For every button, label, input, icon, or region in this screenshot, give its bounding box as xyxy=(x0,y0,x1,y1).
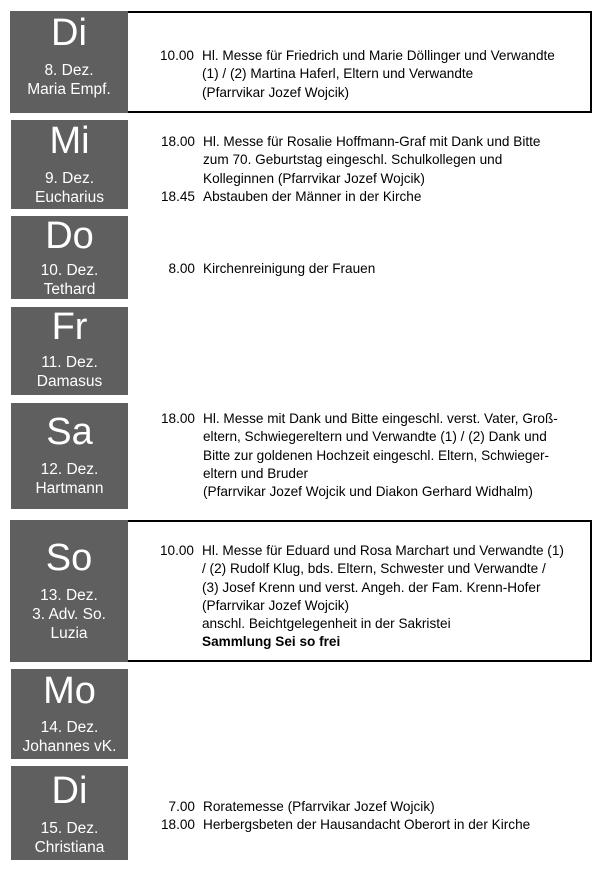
day-date: 14. Dez. xyxy=(40,719,99,736)
entry-line: Roratemesse (Pfarrvikar Jozef Wojcik) xyxy=(203,799,435,814)
day-saint: Hartmann xyxy=(35,480,104,497)
day-sunday-label: 3. Adv. So. xyxy=(32,606,106,623)
entry-line: Hl. Messe für Friedrich und Marie Döllinger und Verwandte xyxy=(202,48,555,63)
entry-line: (Pfarrvikar Jozef Wojcik und Diakon Gerhard Widhalm) xyxy=(203,484,533,500)
day-entries xyxy=(147,798,587,835)
day-tile xyxy=(11,766,128,860)
day-block-mi-9 xyxy=(11,120,591,209)
day-date: 8. Dez. xyxy=(44,62,94,79)
day-block-sa-12 xyxy=(11,403,591,509)
weekday-abbr: Fr xyxy=(51,306,88,348)
day-date: 15. Dez. xyxy=(40,820,99,837)
entry-line: / (2) Rudolf Klug, bds. Eltern, Schwester und Verwandte / xyxy=(202,561,546,577)
day-tile xyxy=(11,307,128,395)
entry-line: eltern und Bruder xyxy=(203,465,309,481)
entry-text xyxy=(203,410,587,501)
schedule-entry xyxy=(146,47,586,102)
day-saint: Tethard xyxy=(43,281,96,298)
entry-line: Abstauben der Männer in der Kirche xyxy=(203,188,422,204)
day-saint: Maria Empf. xyxy=(27,81,111,98)
day-block-fr-11 xyxy=(11,307,591,395)
schedule-entry xyxy=(147,188,587,206)
day-entries xyxy=(146,47,586,102)
entry-time: 18.00 xyxy=(160,817,195,833)
entry-text xyxy=(202,47,586,102)
day-date: 12. Dez. xyxy=(40,461,99,478)
day-date: 13. Dez. xyxy=(40,587,98,604)
day-entries xyxy=(147,260,587,278)
entry-line: (Pfarrvikar Jozef Wojcik) xyxy=(202,84,350,100)
schedule-entry xyxy=(146,542,586,652)
day-block-do-10 xyxy=(11,216,591,299)
entry-time: 10.00 xyxy=(159,543,194,558)
weekday-abbr: Sa xyxy=(46,411,93,453)
entry-text xyxy=(203,260,587,278)
day-saint: Johannes vK. xyxy=(22,738,117,755)
entry-line: Hl. Messe mit Dank und Bitte eingeschl. verst. Vater, Groß- xyxy=(203,411,558,426)
entry-line: (3) Josef Krenn und verst. Angeh. der Fam. Krenn-Hofer xyxy=(202,579,541,595)
day-tile xyxy=(11,669,128,759)
day-tile xyxy=(11,403,128,509)
day-saint: Eucharius xyxy=(35,189,104,206)
day-date: 10. Dez. xyxy=(40,262,99,279)
weekday-abbr: Di xyxy=(51,770,88,812)
entry-time: 18.00 xyxy=(160,411,195,426)
entry-line: eltern, Schwiegereltern und Verwandte (1) / (2) Dank und xyxy=(203,429,547,445)
schedule-entry xyxy=(147,260,587,278)
entry-text xyxy=(203,133,587,188)
day-tile xyxy=(10,520,128,662)
entry-time: 10.00 xyxy=(159,48,194,63)
schedule-entry xyxy=(147,798,587,816)
weekday-abbr: Do xyxy=(45,215,94,257)
day-date: 9. Dez. xyxy=(44,170,95,187)
entry-line: Bitte zur goldenen Hochzeit eingeschl. Eltern, Schwieger- xyxy=(203,447,550,463)
weekday-abbr: Di xyxy=(51,12,87,54)
entry-time: 18.00 xyxy=(160,134,195,149)
day-saint: Luzia xyxy=(50,625,88,642)
weekday-abbr: So xyxy=(45,537,93,579)
day-block-di-8 xyxy=(10,11,592,113)
entry-line: Hl. Messe für Rosalie Hoffmann-Graf mit Dank und Bitte xyxy=(203,134,541,149)
entry-time: 7.00 xyxy=(168,799,195,814)
day-date: 11. Dez. xyxy=(41,354,98,371)
collection-notice: Sammlung Sei so frei xyxy=(202,634,341,650)
entry-text xyxy=(203,188,587,206)
entry-line: anschl. Beichtgelegenheit in der Sakristei xyxy=(202,616,451,632)
entry-text xyxy=(203,798,587,816)
day-entries xyxy=(147,133,587,206)
day-block-so-13 xyxy=(10,520,592,662)
day-tile xyxy=(10,11,128,113)
day-entries xyxy=(146,542,586,652)
entry-line: Kirchenreinigung der Frauen xyxy=(203,261,376,276)
entry-line: (Pfarrvikar Jozef Wojcik) xyxy=(202,597,350,613)
entry-line: (1) / (2) Martina Haferl, Eltern und Verwandte xyxy=(202,66,474,82)
schedule-entry xyxy=(147,816,587,834)
entry-line: Hl. Messe für Eduard und Rosa Marchart und Verwandte (1) xyxy=(202,543,564,558)
day-saint: Damasus xyxy=(36,373,103,390)
entry-time: 18.45 xyxy=(160,188,195,204)
entry-line: zum 70. Geburtstag eingeschl. Schulkollegen und xyxy=(203,152,503,168)
entry-time: 8.00 xyxy=(168,261,195,276)
weekday-abbr: Mo xyxy=(43,670,96,712)
day-entries xyxy=(147,410,587,501)
day-block-mo-14 xyxy=(11,669,591,759)
schedule-entry xyxy=(147,410,587,501)
day-block-di-15 xyxy=(11,766,591,860)
weekday-abbr: Mi xyxy=(49,120,90,162)
entry-line: Kolleginnen (Pfarrvikar Jozef Wojcik) xyxy=(203,170,425,186)
schedule-entry xyxy=(147,133,587,188)
entry-text xyxy=(203,816,587,834)
day-tile xyxy=(11,216,128,299)
entry-line: Herbergsbeten der Hausandacht Oberort in der Kirche xyxy=(203,817,531,833)
day-tile xyxy=(11,120,128,209)
day-saint: Christiana xyxy=(34,839,105,856)
entry-text xyxy=(202,542,586,652)
